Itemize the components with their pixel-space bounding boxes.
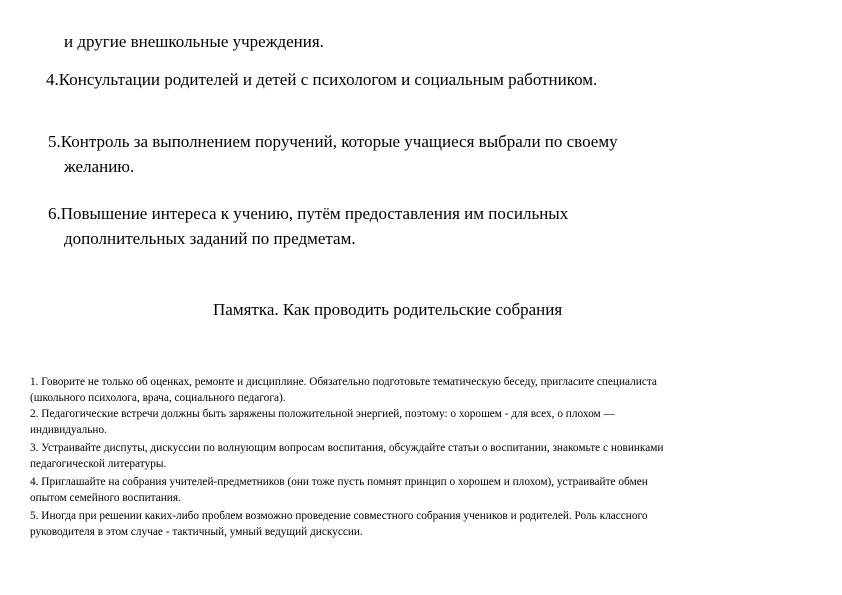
item6-line1-text: 6.Повышение интереса к учению, путём предоставления им посильных (48, 204, 569, 223)
memo-line: 5. Иногда при решении каких-либо проблем возможно проведение совместного собрания учеников и родителей. Роль классного (30, 510, 648, 522)
item6-line2-text: дополнительных заданий по предметам. (64, 229, 356, 248)
item3-tail-text: и другие внешкольные учреждения. (64, 32, 324, 51)
item4-text: 4.Консультации родителей и детей с психологом и социальным работником. (46, 70, 598, 89)
item5-line1-text: 5.Контроль за выполнением поручений, которые учащиеся выбрали по своему (48, 132, 618, 151)
memo-line: 4. Приглашайте на собрания учителей-предметников (они тоже пусть помнят принцип о хорошем и плохом), устраивайте обмен (30, 476, 648, 488)
memo-line: руководителя в этом случае - тактичный, умный ведущий дискуссии. (30, 526, 363, 538)
memo-line: 3. Устраивайте диспуты, дискуссии по волнующим вопросам воспитания, обсуждайте статьи о воспитании, знакомьте с новинками (30, 442, 664, 454)
memo-title: Памятка. Как проводить родительские собрания (213, 300, 563, 319)
memo-line: 1. Говорите не только об оценках, ремонте и дисциплине. Обязательно подготовьте тематическую беседу, пригласите специалиста (30, 376, 657, 388)
item5-line2-text: желанию. (64, 157, 135, 176)
memo-line: индивидуально. (30, 424, 107, 436)
memo-line: 2. Педагогические встречи должны быть заряжены положительной энергией, поэтому: о хорошем - для всех, о плохом — (30, 408, 615, 420)
memo-line: опытом семейного воспитания. (30, 492, 181, 504)
memo-line: педагогической литературы. (30, 458, 167, 470)
memo-line: (школьного психолога, врача, социального педагога). (30, 392, 286, 404)
